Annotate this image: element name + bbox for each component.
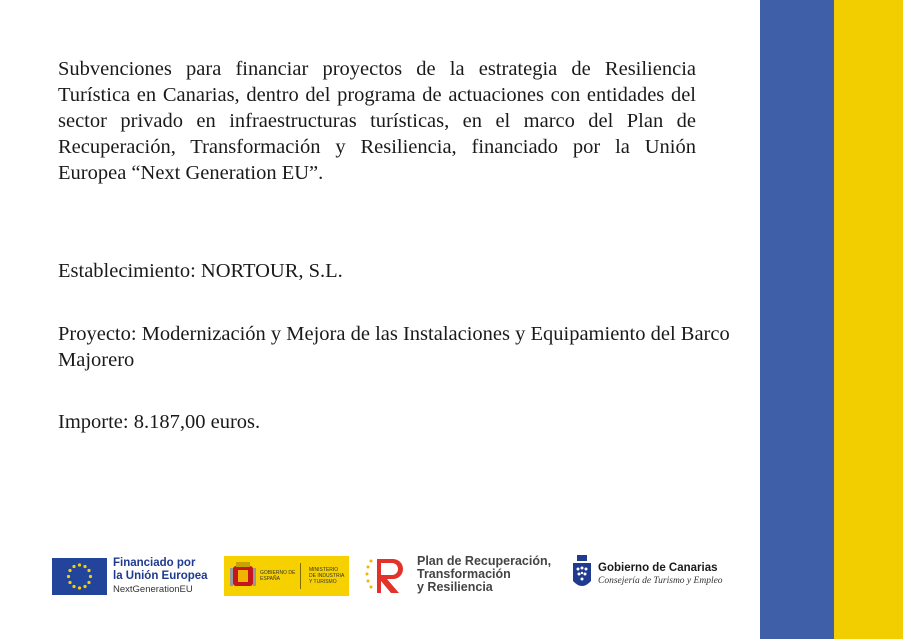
plan-line-2: Transformación — [417, 566, 511, 581]
eu-line-1: Financiado por — [113, 557, 196, 569]
canarias-coat-of-arms-icon — [570, 553, 594, 595]
eu-line-2: la Unión Europea — [113, 570, 208, 582]
eu-line-3: NextGenerationEU — [113, 584, 193, 595]
prtr-r-icon — [365, 553, 411, 595]
amount-line: Importe: 8.187,00 euros. — [58, 411, 261, 433]
gobierno-canarias-logo — [570, 553, 723, 595]
plan-recuperacion-logo — [365, 553, 551, 595]
establishment-line: Establecimiento: NORTOUR, S.L. — [58, 260, 343, 282]
ministerio-text: MINISTERIO DE INDUSTRIA Y TURISMO — [309, 567, 345, 585]
gobierno-espana-text: GOBIERNO DE ESPAÑA — [260, 570, 296, 582]
gobierno-espana-logo — [224, 556, 349, 596]
document-body — [58, 56, 748, 186]
yellow-stripe — [834, 0, 903, 639]
eu-logo — [52, 557, 208, 596]
plan-line-1: Plan de Recuperación, — [417, 553, 552, 568]
logo-divider — [300, 563, 301, 589]
project-line: Proyecto: Modernización y Mejora de las Instalaciones y Equipamiento del Barco Majorero — [58, 323, 730, 371]
blue-stripe — [760, 0, 834, 639]
eu-flag-icon — [52, 558, 107, 595]
funding-logos — [52, 553, 752, 599]
canarias-subtitle: Consejería de Turismo y Empleo — [598, 575, 723, 586]
canarias-title: Gobierno de Canarias — [598, 561, 718, 574]
spain-coat-of-arms-icon — [230, 560, 256, 592]
intro-paragraph: Subvenciones para financiar proyectos de la estrategia de Resiliencia Turística en Canarias, dentro del programa de actuaciones con entidades del sector privado en infraestructuras turísticas, en el marco del Plan de Recuperación, Transformación y Resiliencia, financiado por la Unión Europea “Next Generation EU”. — [58, 58, 696, 184]
plan-line-3: y Resiliencia — [417, 579, 493, 594]
